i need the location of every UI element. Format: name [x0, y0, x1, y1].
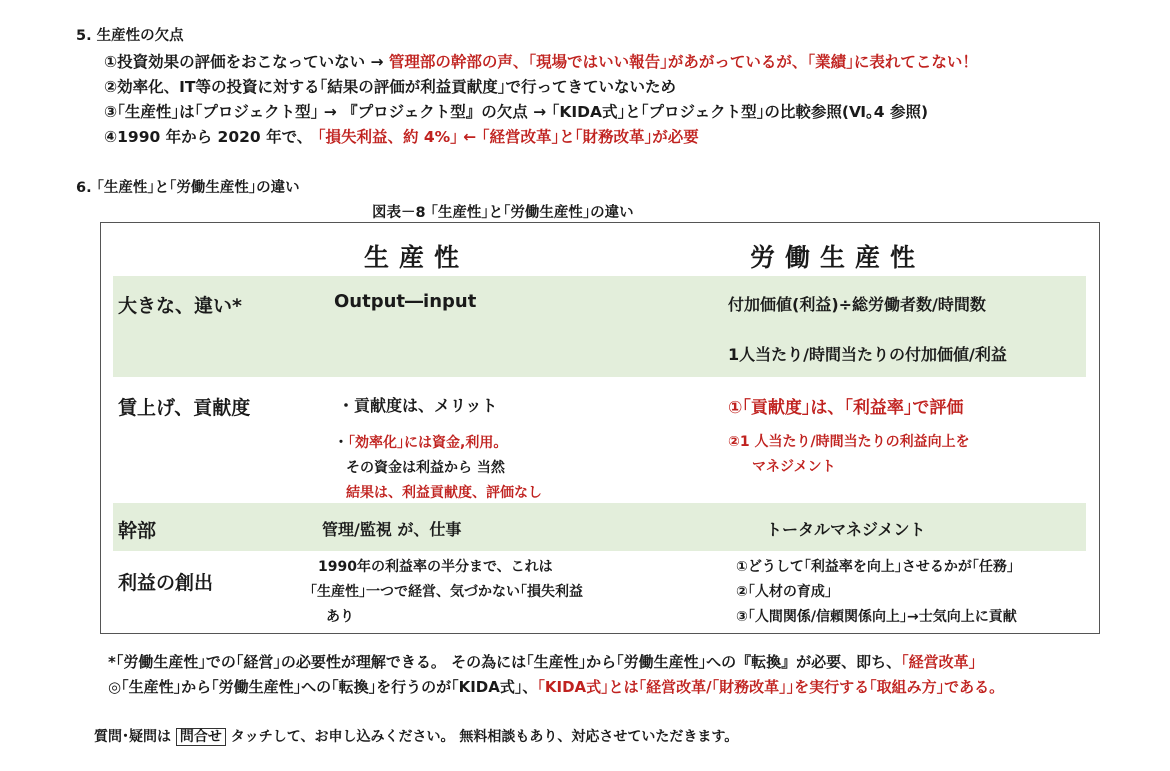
item1-quote: 管理部の幹部の声、｢現場ではいい報告｣があがっているが、｢業績｣に表れてこない！ [388, 53, 978, 71]
section5-item3: ③｢生産性｣は｢プロジェクト型｣ → 『プロジェクト型』の欠点 → ｢KIDA式｣と｢プロジェクト型｣の比較参照(Ⅵ｡4 参照) [104, 103, 929, 121]
row2-labor-line1: ①｢貢献度｣は、｢利益率｣で評価 [728, 398, 964, 418]
note2-highlight: ｢KIDA式｣とは｢経営改革/｢財務改革｣｣を実行する｢取組み方｣である。 [537, 678, 1005, 696]
row-label-wage: 賃上げ、貢献度 [118, 397, 251, 419]
note1-highlight: ｢経営改革｣ [901, 653, 977, 671]
row4-productivity-line1: 1990年の利益率の半分まで、これは [318, 559, 553, 575]
column-header-labor-productivity: 労働生産性 [750, 243, 926, 272]
section5-item1 [104, 50, 978, 72]
note2-text: ◎｢生産性｣から｢労働生産性｣への｢転換｣を行うのが｢KIDA式｣、 [108, 678, 538, 696]
section6-title: 6. ｢生産性｣と｢労働生産性｣の違い [76, 180, 300, 196]
row4-labor-line3: ③｢人間関係/信頼関係向上｣→士気向上に貢献 [736, 609, 1017, 625]
row3-labor: トータルマネジメント [766, 520, 926, 539]
row4-productivity-line2: ｢生産性｣一つで経営、気づかない｢損失利益 [310, 584, 583, 600]
note-transition [108, 651, 976, 672]
row4-labor-line1: ①どうして｢利益率を向上｣させるかが｢任務｣ [736, 559, 1014, 575]
row-label-difference: 大きな、違い* [118, 295, 242, 317]
row1-labor-line2: 1人当たり/時間当たりの付加価値/利益 [728, 345, 1007, 364]
column-header-productivity: 生産性 [364, 243, 470, 272]
row2-productivity-line1: ・貢献度は、メリット [338, 396, 498, 415]
row1-labor-line1: 付加価値(利益)÷総労働者数/時間数 [728, 295, 986, 314]
item4-lead: ④1990 年から 2020 年で、 [104, 128, 313, 146]
contact-button[interactable]: 問合せ [176, 728, 226, 746]
note-kida [108, 676, 1004, 697]
item4-loss: ｢損失利益、約 4%｣ ← ｢経営改革｣と｢財務改革｣が必要 [317, 128, 699, 146]
row2-productivity-line2 [334, 432, 507, 452]
row2-labor-line2: ②1 人当たり/時間当たりの利益向上を [728, 434, 970, 450]
figure-caption: 図表－8 ｢生産性｣と｢労働生産性｣の違い [372, 205, 634, 221]
row2-efficiency: ｢効率化｣には資金,利用。 [348, 435, 508, 451]
row-label-profit-creation: 利益の創出 [118, 572, 214, 594]
row2-productivity-line4: 結果は、利益貢献度、評価なし [346, 485, 542, 501]
section5-item2: ②効率化、IT等の投資に対する｢結果の評価が利益貢献度｣で行ってきていないため [104, 78, 676, 96]
row4-labor-line2: ②｢人材の育成｣ [736, 584, 832, 600]
row-band-3 [113, 503, 1086, 551]
row1-productivity: Output―input [334, 291, 477, 312]
row2-productivity-line3: その資金は利益から 当然 [346, 460, 505, 476]
row4-productivity-line3: あり [326, 609, 354, 625]
section5-title: 5. 生産性の欠点 [76, 28, 184, 44]
row2-labor-line3: マネジメント [752, 459, 836, 475]
note1-text: *｢労働生産性｣での｢経営｣の必要性が理解できる。 その為には｢生産性｣から｢労働生産性｣への『転換』が必要、即ち、 [108, 653, 902, 671]
row2-bullet: ・ [334, 435, 348, 451]
item1-lead: ①投資効果の評価をおこなっていない → [104, 53, 384, 71]
row3-productivity: 管理/監視 が、仕事 [322, 520, 462, 539]
footer-tail: タッチして、お申し込みください。 無料相談もあり、対応させていただきます。 [230, 729, 739, 745]
row-label-executives: 幹部 [118, 520, 157, 542]
contact-footer [94, 726, 738, 746]
section5-item4 [104, 125, 699, 147]
footer-lead: 質問･疑問は [94, 729, 171, 745]
